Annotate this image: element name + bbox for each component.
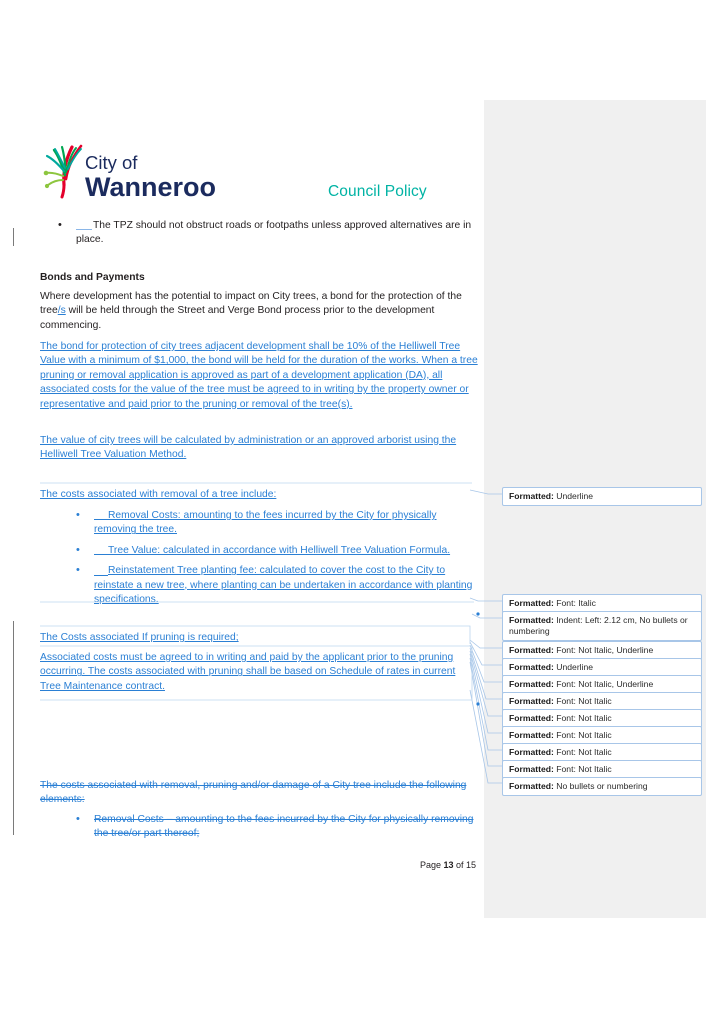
callout-label: Formatted: bbox=[509, 695, 554, 706]
callout-label: Formatted: bbox=[509, 746, 554, 757]
paragraph-costs-removal-intro: The costs associated with removal of a tree include: bbox=[40, 489, 277, 500]
formatted-callout[interactable] bbox=[502, 641, 702, 660]
paragraph-where-development bbox=[40, 290, 480, 333]
paragraph-bond-protection-inserted: The bond for protection of city trees adjacent development shall be 10% of the Helliwell Tree Value with a minimum of $1,000, the bond will be held for the duration of the works. When a tree pruning or removal application is approved as part of a development application (DA), all associated costs for the value of the tree must be agreed to in writing by the property owner or representative and paid prior to the pruning or removal of the tree(s). bbox=[40, 341, 478, 410]
callout-label: Formatted: bbox=[509, 729, 554, 740]
callout-value: Font: Not Italic, Underline bbox=[556, 678, 654, 689]
callout-label: Formatted: bbox=[509, 644, 554, 655]
change-bar bbox=[13, 228, 14, 246]
formatted-callout[interactable] bbox=[502, 709, 702, 728]
footer-page-number: 13 bbox=[443, 860, 454, 870]
formatted-callout[interactable] bbox=[502, 594, 702, 613]
callout-label: Formatted: bbox=[509, 597, 554, 608]
paragraph-pruning-body: Associated costs must be agreed to in writing and paid by the applicant prior to the pruning occurring. The costs associated with pruning shall be based on Schedule of rates in current Tree Maintenance contract. bbox=[40, 652, 456, 692]
formatted-callout[interactable] bbox=[502, 487, 702, 506]
insertion-marker bbox=[76, 220, 92, 230]
list-deleted bbox=[58, 813, 478, 842]
formatted-callout[interactable] bbox=[502, 675, 702, 694]
footer-suffix: of 15 bbox=[453, 860, 477, 870]
callout-label: Formatted: bbox=[509, 712, 554, 723]
formatted-callout[interactable] bbox=[502, 658, 702, 677]
callout-value: Indent: Left: 2.12 cm, No bullets or numbering bbox=[509, 614, 688, 637]
para-text-part2: will be held through the Street and Verge Bond process prior to the development commencing. bbox=[40, 305, 435, 331]
city-of-wanneroo-logo bbox=[40, 139, 220, 205]
callout-value: Font: Not Italic bbox=[556, 763, 612, 774]
paragraph-value-city-trees-inserted: The value of city trees will be calculated by administration or an approved arborist using the Helliwell Tree Valuation Method. bbox=[40, 435, 457, 461]
insertion-marker bbox=[94, 566, 108, 576]
callout-value: Font: Not Italic bbox=[556, 695, 612, 706]
list-item: • The TPZ should not obstruct roads or footpaths unless approved alternatives are in place. bbox=[40, 219, 480, 248]
heading-bonds-and-payments: Bonds and Payments bbox=[40, 272, 145, 283]
markup-margin-notch bbox=[0, 0, 38, 107]
list-item: • Removal Costs: amounting to the fees incurred by the City for physically removing the tree. bbox=[58, 509, 478, 538]
callout-label: Formatted: bbox=[509, 763, 554, 774]
callout-value: No bullets or numbering bbox=[556, 780, 648, 791]
formatted-callout[interactable] bbox=[502, 611, 702, 641]
callout-value: Underline bbox=[556, 490, 594, 501]
svg-text:Wanneroo: Wanneroo bbox=[85, 172, 216, 202]
paragraph-pruning-heading: The Costs associated If pruning is required; bbox=[40, 632, 239, 643]
callout-value: Font: Not Italic, Underline bbox=[556, 644, 654, 655]
formatted-callout[interactable] bbox=[502, 692, 702, 711]
para-text-part1: Where development has the potential to impact on City trees, a bond for the protection of the tree bbox=[40, 291, 462, 317]
callout-label: Formatted: bbox=[509, 490, 554, 501]
insertion-marker bbox=[94, 545, 108, 555]
insertion-marker bbox=[94, 510, 108, 520]
paragraph-deleted-intro: The costs associated with removal, pruning and/or damage of a City tree include the following elements: bbox=[40, 780, 467, 806]
callout-value: Underline bbox=[556, 661, 594, 672]
formatted-callout[interactable] bbox=[502, 726, 702, 745]
list-item: • Removal Costs – amounting to the fees incurred by the City for physically removing the tree/or part thereof; bbox=[58, 813, 478, 842]
formatted-callout[interactable] bbox=[502, 743, 702, 762]
callout-label: Formatted: bbox=[509, 678, 554, 689]
footer-prefix: Page bbox=[420, 860, 444, 870]
callout-value: Font: Not Italic bbox=[556, 712, 612, 723]
callout-value: Font: Not Italic bbox=[556, 746, 612, 757]
inserted-text: /s bbox=[57, 305, 66, 317]
formatted-callout[interactable] bbox=[502, 777, 702, 796]
formatted-callout[interactable] bbox=[502, 760, 702, 779]
list-item: • Reinstatement Tree planting fee: calculated to cover the cost to the City to reinstate a new tree, where planting can be undertaken in accordance with planting specifications. bbox=[58, 564, 478, 607]
callout-value: Font: Italic bbox=[556, 597, 596, 608]
callout-value: Font: Not Italic bbox=[556, 729, 612, 740]
list-costs-associated bbox=[58, 509, 478, 607]
change-bar bbox=[13, 621, 14, 835]
paragraph-tpz-bullet bbox=[40, 219, 480, 248]
page-title: Council Policy bbox=[328, 183, 427, 200]
callout-label: Formatted: bbox=[509, 780, 554, 791]
callout-label: Formatted: bbox=[509, 614, 554, 625]
svg-text:City of: City of bbox=[85, 152, 138, 173]
callout-label: Formatted: bbox=[509, 661, 554, 672]
list-item: • Tree Value: calculated in accordance with Helliwell Tree Valuation Formula. bbox=[58, 544, 478, 558]
page-footer bbox=[420, 860, 476, 870]
